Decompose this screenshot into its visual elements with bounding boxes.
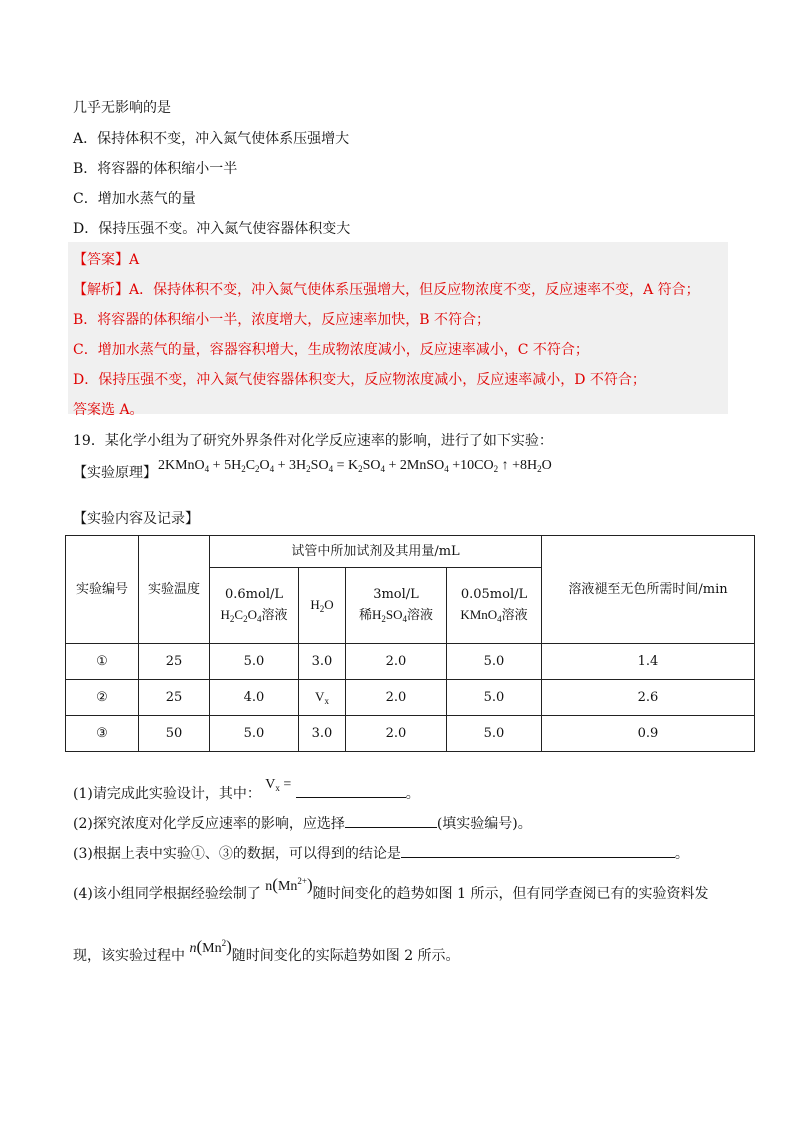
cell-r3: 2.0: [346, 680, 447, 716]
analysis-line-1: 【解析】A．保持体积不变，冲入氮气使体系压强增大，但反应物浓度不变，反应速率不变，A 符合；: [73, 282, 700, 298]
cell-r1: 4.0: [210, 680, 299, 716]
cell-temp: 50: [139, 716, 210, 752]
sub-question-1: (1)请完成此实验设计，其中： $V_x$ = 。: [73, 777, 420, 802]
table-row: [66, 716, 755, 752]
col-header-reagents: 试管中所加试剂及其用量/mL: [210, 536, 542, 568]
col-header-temp: 实验温度: [139, 536, 210, 644]
analysis-line-2: B．将容器的体积缩小一半，浓度增大，反应速率加快，B 不符合；: [73, 312, 491, 328]
reagent-h2so4: 3mol/L 稀$H_2SO_4$溶液: [346, 568, 447, 644]
cell-time: 2.6: [542, 680, 755, 716]
cell-id: ③: [66, 716, 139, 752]
analysis-line-3: C．增加水蒸气的量，容器容积增大，生成物浓度减小，反应速率减小，C 不符合；: [73, 342, 589, 358]
sub-question-2: (2)探究浓度对化学反应速率的影响，应选择 (填实验编号)。: [73, 813, 532, 833]
cell-r1: 5.0: [210, 716, 299, 752]
table-row: [66, 644, 755, 680]
reaction-equation: 2KMnO$_4$ + $5H_2C_2O_4 + 3H_2SO_4 = K_2SO_4$ + 2MnSO$_4$ $+10CO_2$ ↑ $+8H_2O$: [158, 458, 552, 474]
option-d: D．保持压强不变。冲入氮气使容器体积变大: [73, 221, 351, 237]
sub-question-3: (3)根据上表中实验①、③的数据，可以得到的结论是 。: [73, 843, 689, 863]
sub-question-4-cont: 现，该实验过程中 n(Mn$^2$)随时间变化的实际趋势如图 2 所示。: [73, 937, 460, 964]
sub-question-4: (4)该小组同学根据经验绘制了 $n(Mn^{2+})$随时间变化的趋势如图 1 所示，但有同学查阅已有的实验资料发: [73, 875, 709, 902]
principle-label: 【实验原理】: [73, 465, 157, 481]
cell-temp: 25: [139, 680, 210, 716]
table-row: [66, 680, 755, 716]
answer-blank-3[interactable]: [401, 843, 675, 858]
col-header-id: 实验编号: [66, 536, 139, 644]
answer-label: 【答案】A: [73, 252, 140, 268]
content-label: 【实验内容及记录】: [73, 511, 199, 527]
reagent-h2c2o4: 0.6mol/L $H_2C_2O_4$溶液: [210, 568, 299, 644]
analysis-line-5: 答案选 A。: [73, 402, 144, 418]
answer-blank-1[interactable]: [296, 783, 406, 798]
col-header-time: 溶液褪至无色所需时间/min: [542, 536, 755, 644]
cell-time: 1.4: [542, 644, 755, 680]
cell-time: 0.9: [542, 716, 755, 752]
cell-r3: 2.0: [346, 644, 447, 680]
cell-r4: 5.0: [447, 716, 542, 752]
cell-r2: 3.0: [299, 644, 346, 680]
option-b: B．将容器的体积缩小一半: [73, 161, 238, 177]
cell-id: ①: [66, 644, 139, 680]
option-a: A．保持体积不变，冲入氮气使体系压强增大: [73, 131, 350, 147]
reagent-h2o: $H_2O$: [299, 568, 346, 644]
cell-r4: 5.0: [447, 680, 542, 716]
cell-id: ②: [66, 680, 139, 716]
cell-r2: $V_x$: [299, 680, 346, 716]
cell-r1: 5.0: [210, 644, 299, 680]
cell-r3: 2.0: [346, 716, 447, 752]
analysis-line-4: D．保持压强不变，冲入氮气使容器体积变大，反应物浓度减小，反应速率减小，D 不符合；: [73, 372, 646, 388]
cell-r4: 5.0: [447, 644, 542, 680]
cell-r2: 3.0: [299, 716, 346, 752]
option-c: C．增加水蒸气的量: [73, 191, 196, 207]
answer-blank-2[interactable]: [345, 813, 437, 828]
question-19-stem: 19．某化学小组为了研究外界条件对化学反应速率的影响，进行了如下实验：: [73, 433, 553, 449]
cell-temp: 25: [139, 644, 210, 680]
reagent-kmno4: 0.05mol/L KMnO$_4$溶液: [447, 568, 542, 644]
experiment-table: [65, 535, 755, 752]
question-intro-tail: 几乎无影响的是: [73, 100, 171, 116]
